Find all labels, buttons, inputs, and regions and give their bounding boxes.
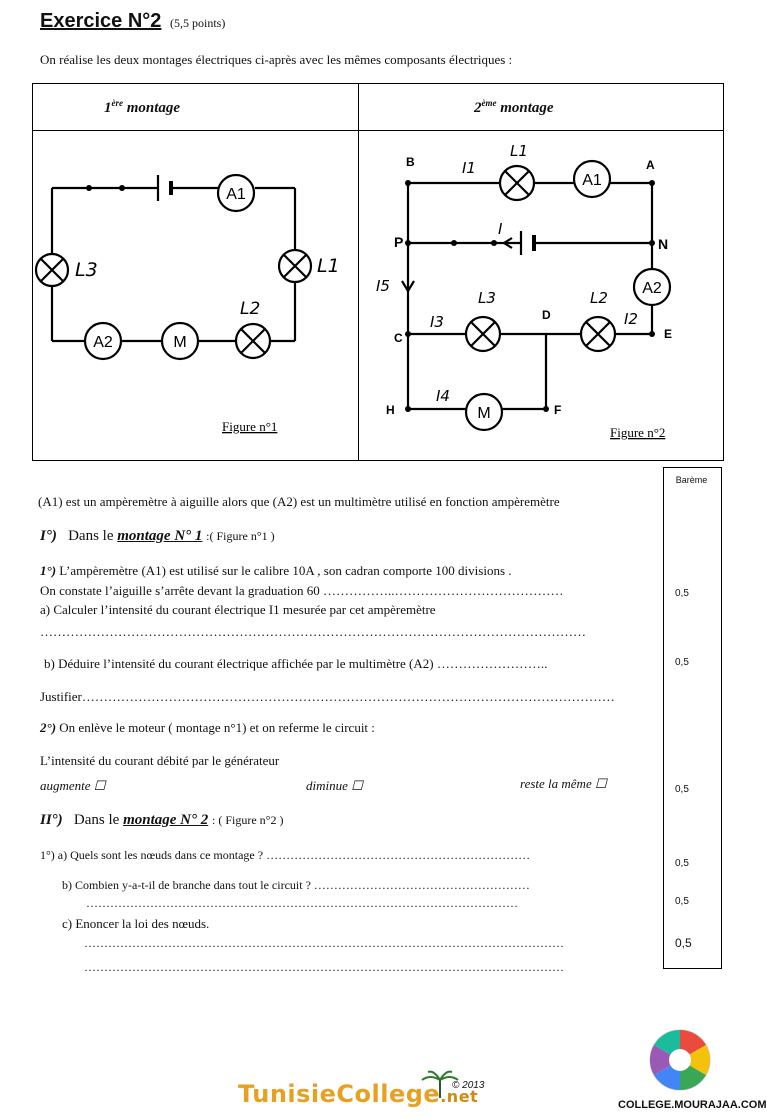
question-1-line2: On constate l’aiguille s’arrête devant la graduation 60 ……………..………………………………… (40, 583, 564, 598)
fig1-m-label: M (173, 334, 187, 351)
current-i-label: I (498, 220, 503, 238)
fig2-l2-label: L2 (590, 289, 608, 307)
question-1a: a) Calculer l’intensité du courant électrique I1 mesurée par cet ampèremètre (40, 602, 436, 617)
fig2-m-label: M (477, 405, 491, 422)
current-i5-label: I5 (376, 277, 390, 295)
college-logo-icon (635, 1010, 725, 1100)
brand-logo: TunisieCollege.net (238, 1080, 479, 1108)
answer-line-p2-1b[interactable]: ……………………………………………………………………………………………… (86, 896, 518, 910)
score-p2q1a: 0,5 (675, 858, 689, 869)
fig2-a2-label: A2 (642, 280, 662, 297)
score-p2q1c: 0,5 (675, 936, 692, 950)
question-p2-1a: 1°) a) Quels sont les nœuds dans ce montage ? ………………………………………………………… (40, 848, 531, 862)
lamp-l1-icon (500, 166, 534, 200)
option-diminue[interactable]: diminue ☐ (306, 778, 363, 793)
figure-2-circuit (358, 131, 721, 458)
node-n-label: N (658, 236, 669, 252)
node-c-label: C (394, 331, 403, 345)
lamp-l2-icon (236, 324, 270, 358)
node-h-label: H (386, 403, 395, 417)
answer-line-1a[interactable]: ……………………………………………………………………………………………………………… (40, 624, 586, 639)
fig1-l2-label: L2 (240, 299, 261, 319)
fig2-l1-label: L1 (510, 142, 528, 160)
option-augmente[interactable]: augmente ☐ (40, 778, 106, 793)
figure-1-circuit (33, 131, 356, 458)
node-p-label: P (394, 234, 404, 250)
justify-line[interactable]: Justifier…………………………………………………………………………………………………………… (40, 689, 615, 704)
node-d-label: D (542, 308, 551, 322)
figure-2-caption: Figure n°2 (610, 425, 666, 440)
current-i4-label: I4 (436, 387, 450, 405)
answer-line-p2-1c-1[interactable]: ………………………………………………………………………………………………………… (84, 936, 564, 950)
score-q1a: 0,5 (675, 588, 689, 599)
instrument-note: (A1) est un ampèremètre à aiguille alors que (A2) est un multimètre utilisé en fonction ampèremètre (38, 494, 560, 509)
part-1-heading: I°) Dans le montage N° 1 :( Figure n°1 ) (40, 528, 275, 544)
bareme-title: Barème (675, 475, 708, 485)
copyright-text: © 2013 (452, 1080, 485, 1091)
question-1b: b) Déduire l’intensité du courant électrique affichée par le multimètre (A2) …………………….. (44, 656, 548, 671)
question-1: 1°) L’ampèremètre (A1) est utilisé sur le calibre 10A , son cadran comporte 100 divisions . (40, 563, 512, 578)
site-name: COLLEGE.MOURAJAA.COM (618, 1099, 767, 1111)
fig1-l3-label: L3 (75, 259, 98, 281)
question-p2-1b: b) Combien y-a-t-il de branche dans tout le circuit ? ……………………………………………… (62, 878, 530, 892)
current-i2-label: I2 (624, 310, 638, 328)
fig1-a2-label: A2 (93, 334, 113, 351)
node-b-label: B (406, 155, 415, 169)
exercise-intro: On réalise les deux montages électriques ci-après avec les mêmes composants électriques : (40, 52, 513, 67)
lamp-l1-icon (279, 250, 311, 282)
fig2-l3-label: L3 (478, 289, 496, 307)
fig1-l1-label: L1 (317, 255, 340, 277)
current-i3-label: I3 (430, 313, 444, 331)
node-e-label: E (664, 327, 673, 341)
fig1-a1-label: A1 (226, 186, 246, 203)
option-reste-la-meme[interactable]: reste la même ☐ (520, 776, 607, 791)
score-q1b: 0,5 (675, 657, 689, 668)
node-a-label: A (646, 158, 655, 172)
figure-1-caption: Figure n°1 (222, 419, 278, 434)
current-i1-label: I1 (462, 159, 476, 177)
lamp-l2-icon (581, 317, 615, 351)
node-f-label: F (554, 403, 562, 417)
exercise-points: (5,5 points) (170, 16, 226, 30)
answer-line-p2-1c-2[interactable]: ………………………………………………………………………………………………………… (84, 960, 564, 974)
lamp-l3-icon (466, 317, 500, 351)
part-2-heading: II°) Dans le montage N° 2 : ( Figure n°2 ) (40, 812, 284, 828)
exercise-title: Exercice N°2 (40, 10, 162, 32)
question-2-line: L’intensité du courant débité par le générateur (40, 753, 280, 768)
fig2-a1-label: A1 (582, 172, 602, 189)
montage1-header: 1ère montage (104, 98, 181, 116)
lamp-l3-icon (36, 254, 68, 286)
question-2: 2°) On enlève le moteur ( montage n°1) et on referme le circuit : (40, 720, 375, 735)
montage2-header: 2ème montage (474, 98, 554, 116)
bareme-column (663, 467, 722, 969)
score-p2q1b: 0,5 (675, 896, 689, 907)
question-p2-1c: c) Enoncer la loi des nœuds. (62, 916, 210, 931)
score-q2: 0,5 (675, 784, 689, 795)
